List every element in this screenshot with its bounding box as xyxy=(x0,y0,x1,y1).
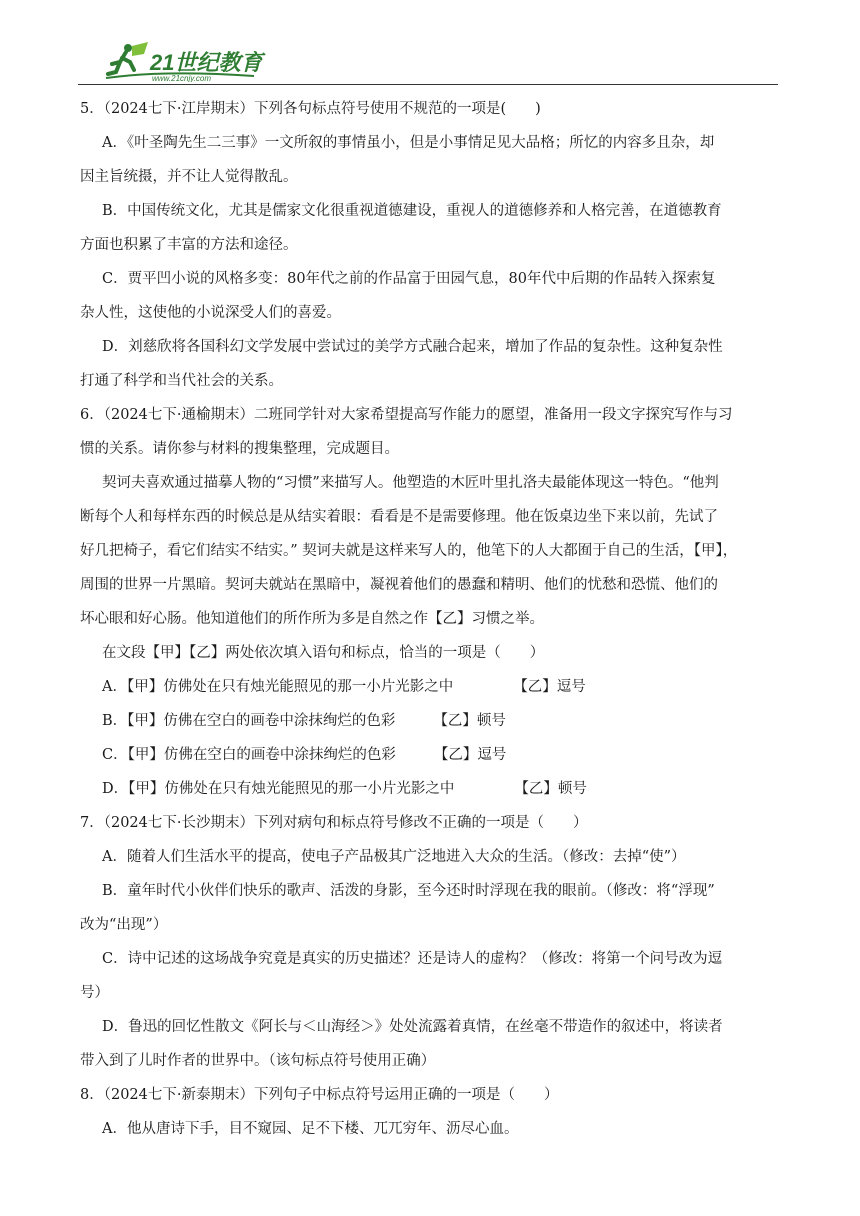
q6-option-a xyxy=(80,670,780,704)
q7-stem: 7．（2024七下·长沙期末）下列对病句和标点符号修改不正确的一项是（ ） xyxy=(80,815,588,831)
svg-text:21世纪教育: 21世纪教育 xyxy=(150,50,263,75)
q7-option-c: C．诗中记述的这场战争究竟是真实的历史描述？还是诗人的虚构？（修改：将第一个问号改为逗 xyxy=(102,951,723,967)
q5-option-a: A．《叶圣陶先生二三事》一文所叙的事情虽小，但是小事情足见大品格；所忆的内容多且杂，却 xyxy=(102,135,715,151)
q6-passage-line4: 周围的世界一片黑暗。契诃夫就站在黑暗中，凝视着他们的愚蠢和精明、他们的忧愁和恐慌、他们的 xyxy=(80,577,718,593)
q6-option-d-jia: D．【甲】仿佛处在只有烛光能照见的那一小片光影之中 xyxy=(102,781,455,797)
q7-option-b: B．童年时代小伙伴们快乐的歌声、活泼的身影，至今还时时浮现在我的眼前。（修改：将“浮现” xyxy=(102,883,715,899)
q5-option-b-cont: 方面也积累了丰富的方法和途径。 xyxy=(80,237,298,253)
q6-ask: 在文段【甲】【乙】两处依次填入语句和标点，恰当的一项是（ ） xyxy=(102,645,545,661)
question-list xyxy=(80,92,780,1146)
q6-stem-cont: 惯的关系。请你参与材料的搜集整理，完成题目。 xyxy=(80,441,399,457)
q6-option-b-yi: 【乙】顿号 xyxy=(433,713,506,729)
q5-option-d: D．刘慈欣将各国科幻文学发展中尝试过的美学方式融合起来，增加了作品的复杂性。这种复杂性 xyxy=(102,339,723,355)
q7-option-d: D．鲁迅的回忆性散文《阿长与＜山海经＞》处处流露着真情，在丝毫不带造作的叙述中，将读者 xyxy=(102,1019,723,1035)
q6-passage-line2: 断每个人和每样东西的时候总是从结实着眼：看看是不是需要修理。他在饭桌边坐下来以前，先试了 xyxy=(80,509,718,525)
logo-runner-icon xyxy=(104,40,274,82)
q6-option-c xyxy=(80,738,780,772)
q6-option-c-yi: 【乙】逗号 xyxy=(433,747,507,763)
q5-option-c-cont: 杂人性，这使他的小说深受人们的喜爱。 xyxy=(80,305,341,321)
q7-option-d-cont: 带入到了儿时作者的世界中。（该句标点符号使用正确） xyxy=(80,1053,436,1069)
q6-option-a-jia: A．【甲】仿佛处在只有烛光能照见的那一小片光影之中 xyxy=(102,679,454,695)
q7-option-b-cont: 改为“出现”） xyxy=(80,917,168,933)
q5-option-b: B．中国传统文化，尤其是儒家文化很重视道德建设，重视人的道德修养和人格完善，在道德教育 xyxy=(102,203,722,219)
svg-text:www.21cnjy.com: www.21cnjy.com xyxy=(152,74,211,82)
q6-option-b xyxy=(80,704,780,738)
q6-option-b-jia: B．【甲】仿佛在空白的画卷中涂抹绚烂的色彩 xyxy=(102,713,396,729)
q6-passage-line5: 坏心眼和好心肠。他知道他们的所作所为多是自然之作【乙】习惯之举。 xyxy=(80,611,544,627)
q6-option-c-jia: C．【甲】仿佛在空白的画卷中涂抹绚烂的色彩 xyxy=(102,747,396,763)
header-rule xyxy=(78,84,778,85)
site-logo xyxy=(104,40,274,82)
q5-stem: 5．（2024七下·江岸期末）下列各句标点符号使用不规范的一项是( ) xyxy=(80,101,541,117)
q7-option-c-cont: 号） xyxy=(80,985,109,1001)
q7-option-a: A．随着人们生活水平的提高，使电子产品极其广泛地进入大众的生活。（修改：去掉“使”） xyxy=(102,849,686,865)
q8-stem: 8．（2024七下·新泰期末）下列句子中标点符号运用正确的一项是（ ） xyxy=(80,1087,559,1103)
q6-option-a-yi: 【乙】逗号 xyxy=(513,679,586,695)
q6-stem: 6．（2024七下·通榆期末）二班同学针对大家希望提高写作能力的愿望，准备用一段文字探究写作与习 xyxy=(80,407,733,423)
q5-option-a-cont: 因主旨统摄，并不让人觉得散乱。 xyxy=(80,169,298,185)
q5-option-c: C．贾平凹小说的风格多变：80年代之前的作品富于田园气息，80年代中后期的作品转入探索复 xyxy=(102,271,716,287)
q6-passage-line1: 契诃夫喜欢通过描摹人物的“习惯”来描写人。他塑造的木匠叶里扎洛夫最能体现这一特色。“他判 xyxy=(102,475,719,491)
q6-option-d xyxy=(80,772,780,806)
page-header xyxy=(0,0,860,90)
q6-option-d-yi: 【乙】顿号 xyxy=(514,781,587,797)
q5-option-d-cont: 打通了科学和当代社会的关系。 xyxy=(80,373,283,389)
q8-option-a: A．他从唐诗下手，目不窥园、足不下楼、兀兀穷年、沥尽心血。 xyxy=(102,1121,519,1137)
q6-passage-line3: 好几把椅子，看它们结实不结实。” 契诃夫就是这样来写人的，他笔下的人大都囿于自己的生活，【甲】， xyxy=(80,543,738,559)
